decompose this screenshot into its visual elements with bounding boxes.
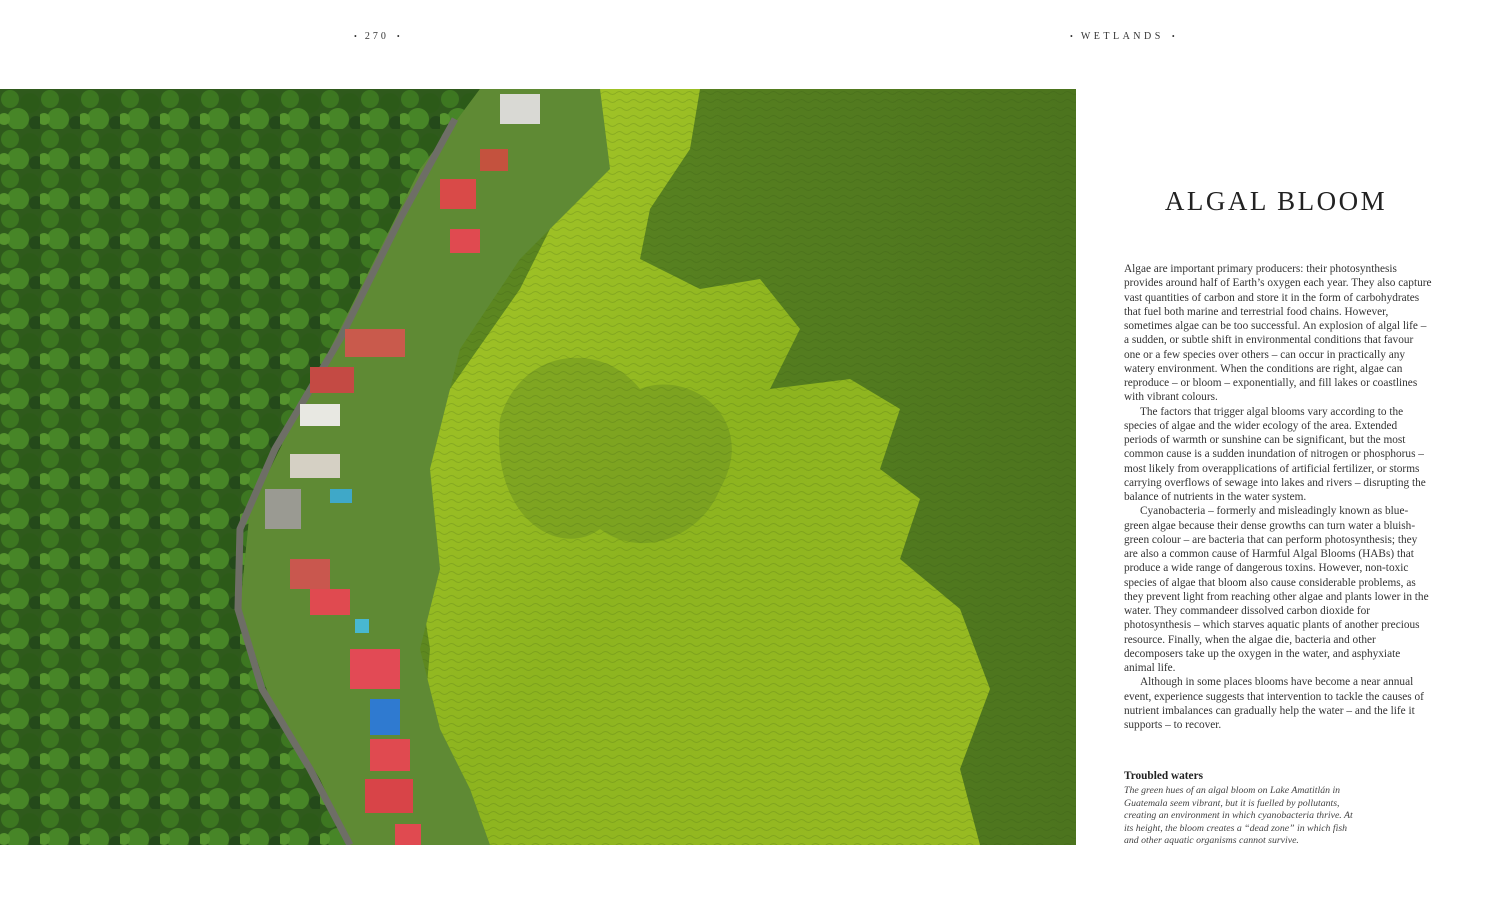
page-number-text: 270 xyxy=(364,31,389,42)
bullet-icon: • xyxy=(1171,32,1175,41)
bullet-icon: • xyxy=(354,32,357,41)
caption-text: The green hues of an algal bloom on Lake Amatitlán in Guatemala seem vibrant, but it is fuelled by pollutants, creating an environment in which cyanobacteria thrive. At its height, the bloom creates a “dead zone” in which fish and other aquatic organisms cannot survive. xyxy=(1124,785,1353,846)
section-header xyxy=(1062,31,1183,42)
aerial-photo-algal-bloom xyxy=(0,89,1076,845)
caption-heading: Troubled waters xyxy=(1124,770,1203,782)
page-number xyxy=(346,31,408,42)
body-paragraph: Although in some places blooms have become a near annual event, experience suggests that intervention to tackle the causes of nutrient imbalances can gradually help the water – and the life it supports – to recover. xyxy=(1124,676,1424,731)
bullet-icon: • xyxy=(1070,32,1073,41)
body-paragraph: The factors that trigger algal blooms vary according to the species of algae and the wider ecology of the area. Extended periods of warmth or sunshine can be significant, but the most common cause is a sudden inundation of nitrogen or phosphorus – most likely from overapplications of artificial fertilizer, or storms carrying overflows of sewage into lakes and rivers – disrupting the balance of nutrients in the water system. xyxy=(1124,405,1426,503)
article-title: ALGAL BLOOM xyxy=(1164,186,1388,216)
bullet-icon: • xyxy=(396,32,400,41)
section-header-text: WETLANDS xyxy=(1080,31,1164,42)
article-body xyxy=(1124,262,1432,732)
body-paragraph: Algae are important primary producers: their photosynthesis provides around half of Earth’s oxygen each year. They also capture vast quantities of carbon and store it in the form of carbohydrates that fuel both marine and terrestrial food chains. However, sometimes algae can be too successful. An explosion of algal life – a sudden, or subtle shift in environmental conditions that favour one or a few species over others – can occur in practically any watery environment. When the conditions are right, algae can reproduce – or bloom – exponentially, and fill lakes or coastlines with vibrant colours. xyxy=(1124,263,1432,404)
body-paragraph: Cyanobacteria – formerly and misleadingly known as blue-green algae because their dense growths can turn water a bluish-green colour – are bacteria that can perform photosynthesis; they are also a common cause of Harmful Algal Blooms (HABs) that produce a wide range of dangerous toxins. However, non-toxic species of algae that bloom also cause considerable problems, as they prevent light from reaching other algae and plants lower in the water. They commandeer dissolved carbon dioxide for photosynthesis – which starves aquatic plants of another precious resource. Finally, when the algae die, bacteria and other decomposers take up the oxygen in the water, and asphyxiate animal life. xyxy=(1124,505,1429,674)
